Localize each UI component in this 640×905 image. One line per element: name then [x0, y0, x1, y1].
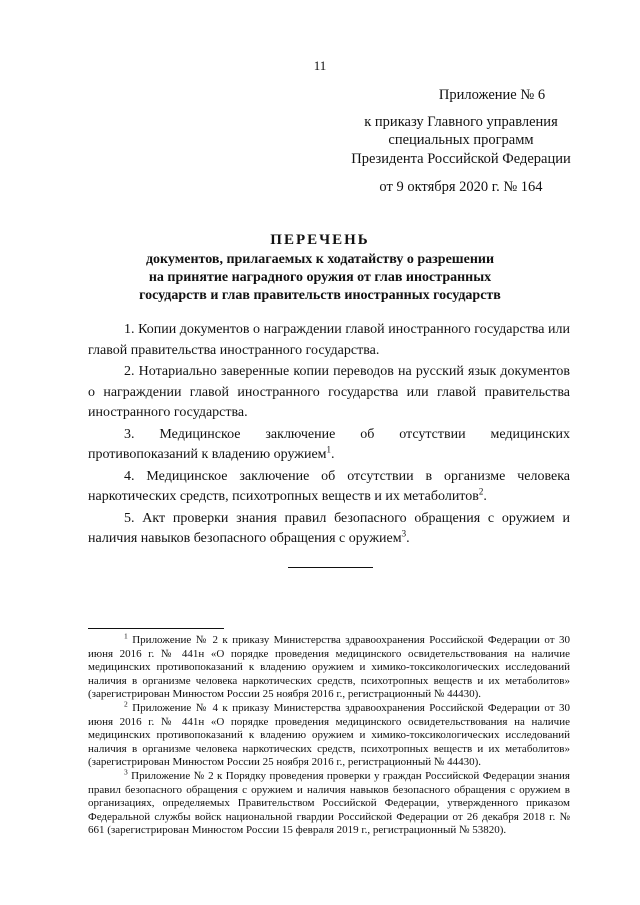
footnote-ref[interactable]: 2: [478, 486, 484, 497]
list-item-text: 3. Медицинское заключение об отсутствии медицинских противопоказаний к владению оружием: [88, 426, 570, 462]
list-item: [88, 509, 570, 550]
footnote-ref[interactable]: 3: [401, 528, 407, 539]
list-item-text: 4. Медицинское заключение об отсутствии в организме человека наркотических средств, психотропных веществ и их метаболитов: [88, 468, 570, 504]
footnote: [88, 767, 570, 838]
document-title: ПЕРЕЧЕНЬ: [270, 232, 370, 248]
document-subtitle: [0, 251, 640, 305]
list-item-end: .: [483, 489, 487, 504]
footnote: [88, 631, 570, 702]
list-item-text: 1. Копии документов о награждении главой иностранного государства или главой правительства иностранного государства.: [88, 322, 570, 358]
appendix-label: Приложение № 6: [438, 87, 546, 103]
footnote-text: Приложение № 2 к Порядку проведения проверки у граждан Российской Федерации знания правил безопасного обращения с оружием и наличия навыков безопасного обращения с оружием в организациях, определяемых Правительством Российской Федерации, утвержденного приказом Федеральной службы войск национальной гвардии Российской Федерации от 26 декабря 2018 г. № 661 (зарегистрирован Минюстом России 15 февраля 2019 г., регистрационный № 53820).: [88, 769, 570, 837]
appendix-line: специальных программ: [388, 132, 534, 148]
footnote-ref[interactable]: 1: [326, 444, 332, 455]
appendix-line: Президента Российской Федерации: [351, 150, 571, 167]
list-item-text: 2. Нотариально заверенные копии переводов на русский язык документов о награждении главой иностранного государства или главой правительства иностранного государства.: [88, 364, 570, 420]
appendix-block: [330, 86, 592, 197]
footnote: [88, 699, 570, 770]
footnotes: [88, 631, 570, 838]
subtitle-line: государств и глав правительств иностранных государств: [139, 288, 501, 303]
list-item-end: .: [406, 531, 410, 546]
appendix-line: к приказу Главного управления: [364, 113, 558, 130]
footnote-number: 1: [124, 631, 128, 641]
footnote-number: 2: [124, 699, 128, 709]
list-item: [88, 362, 570, 424]
list-item-end: .: [331, 447, 335, 462]
list-item: [88, 320, 570, 361]
footnote-separator: [88, 628, 224, 629]
subtitle-line: на принятие наградного оружия от глав иностранных: [148, 270, 492, 285]
list-item-text: 5. Акт проверки знания правил безопасного обращения с оружием и наличия навыков безопасного обращения с оружием: [88, 510, 570, 546]
footnote-text: Приложение № 2 к приказу Министерства здравоохранения Российской Федерации от 30 июня 2016 г. № 441н «О порядке проведения медицинского освидетельствования на наличие медицинских противопоказаний к владению оружием и химико-токсикологических исследований наличия в организме человека наркотических средств, психотропных веществ и их метаболитов» (зарегистрирован Минюстом России 25 ноября 2016 г., регистрационный № 44430).: [88, 634, 570, 701]
appendix-date: от 9 октября 2020 г. № 164: [379, 179, 543, 195]
footnote-text: Приложение № 4 к приказу Министерства здравоохранения Российской Федерации от 30 июня 2016 г. № 441н «О порядке проведения медицинского освидетельствования на наличие медицинских противопоказаний к владению оружием и химико-токсикологических исследований наличия в организме человека наркотических средств, психотропных веществ и их метаболитов» (зарегистрирован Минюстом России 25 ноября 2016 г., регистрационный № 44430).: [88, 701, 570, 769]
end-divider: [288, 567, 373, 568]
document-list: [88, 320, 570, 551]
page-number: 11: [313, 58, 327, 73]
subtitle-line: документов, прилагаемых к ходатайству о разрешении: [145, 252, 495, 267]
list-item: [88, 467, 570, 508]
list-item: [88, 425, 570, 466]
footnote-number: 3: [124, 767, 128, 777]
